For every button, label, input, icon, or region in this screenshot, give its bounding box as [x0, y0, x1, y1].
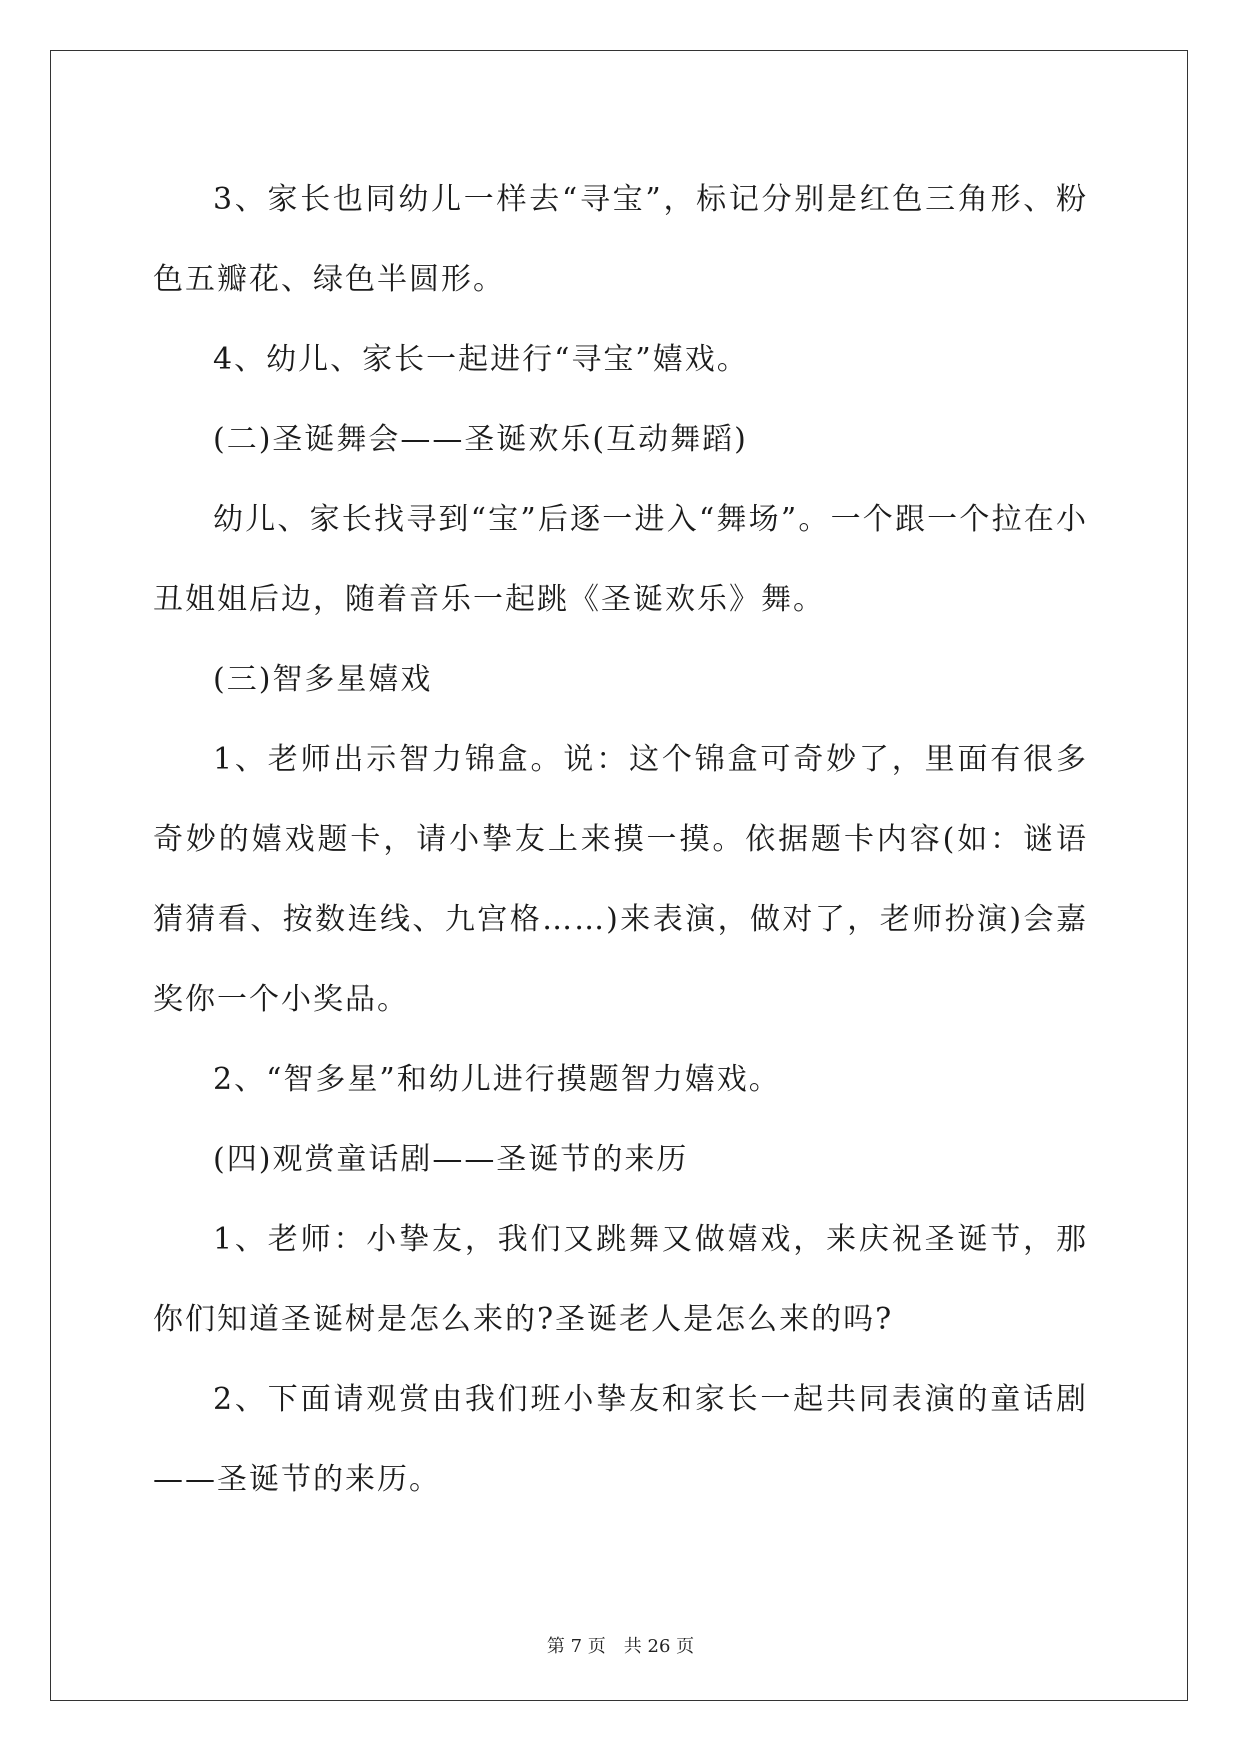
section-heading: (三)智多星嬉戏 [213, 662, 433, 697]
paragraph: 4、幼儿、家长一起进行“寻宝”嬉戏。 [213, 342, 749, 377]
paragraph: 3、家长也同幼儿一样去“寻宝”，标记分别是红色三角形、粉色五瓣花、绿色半圆形。 [153, 182, 1088, 297]
section-heading: (四)观赏童话剧——圣诞节的来历 [213, 1142, 689, 1177]
paragraph: 1、老师：小挚友，我们又跳舞又做嬉戏，来庆祝圣诞节，那你们知道圣诞树是怎么来的?圣诞老人是怎么来的吗? [153, 1222, 1088, 1337]
paragraph: 2、“智多星”和幼儿进行摸题智力嬉戏。 [213, 1062, 781, 1097]
paragraph: 1、老师出示智力锦盒。说：这个锦盒可奇妙了，里面有很多奇妙的嬉戏题卡，请小挚友上来摸一摸。依据题卡内容(如：谜语猜猜看、按数连线、九宫格……)来表演，做对了，老师扮演)会嘉奖你一个小奖品。 [153, 742, 1088, 1017]
paragraph: 幼儿、家长找寻到“宝”后逐一进入“舞场”。一个跟一个拉在小丑姐姐后边，随着音乐一起跳《圣诞欢乐》舞。 [153, 502, 1088, 617]
paragraph: 2、下面请观赏由我们班小挚友和家长一起共同表演的童话剧——圣诞节的来历。 [153, 1382, 1088, 1497]
document-body [153, 160, 1088, 1520]
section-heading: (二)圣诞舞会——圣诞欢乐(互动舞蹈) [213, 422, 748, 457]
page-number-footer: 第 7 页 共 26 页 [546, 1636, 695, 1657]
